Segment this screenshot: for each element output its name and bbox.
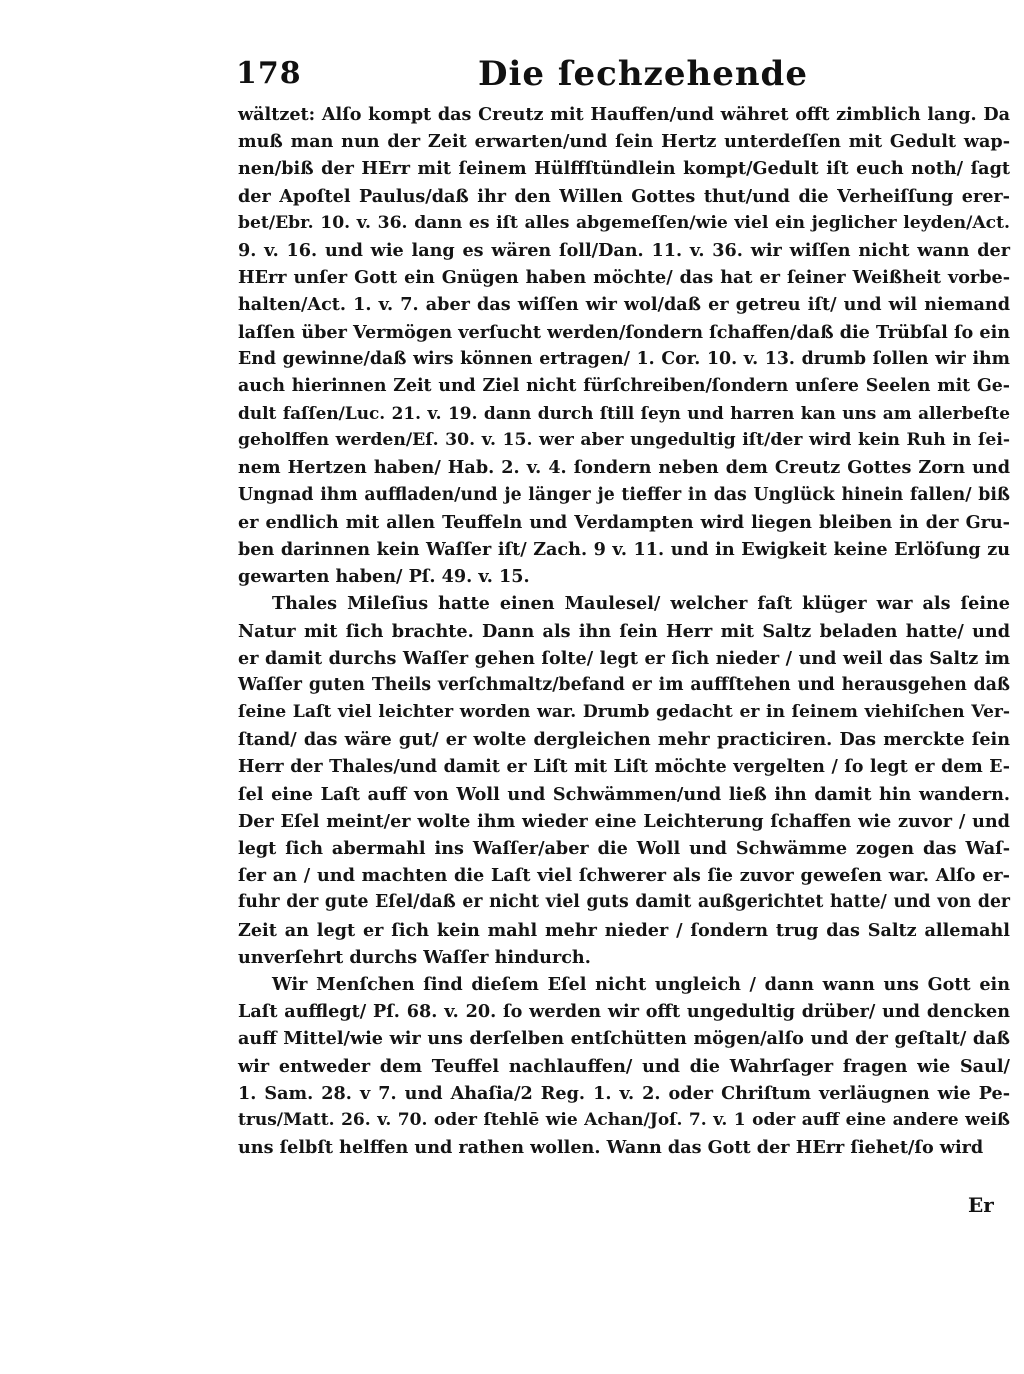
text-line: Laſt aufflegt/ Pſ. 68. v. 20. ſo werden wir offt ungedultig drüber/ und dencken [238,1001,1010,1023]
text-line: Waſſer guten Theils verſchmaltz/befand er im auffſtehen und herausgehen daß [238,674,1010,695]
text-line: ſel eine Laſt auff von Woll und Schwämmen/und ließ ihn damit hin wandern. [238,783,1010,805]
text-line: trus/Matt. 26. v. 70. oder ſtehlē wie Achan/Joſ. 7. v. 1 oder auff eine andere weiß [238,1109,1010,1130]
text-line: wir entweder dem Teuffel nachlauffen/ und die Wahrſager fragen wie Saul/ [238,1055,1010,1077]
running-head: Die ſechzehende [478,54,808,94]
text-line: Herr der Thales/und damit er Liſt mit Liſt möchte vergelten / ſo legt er dem E- [238,756,1010,777]
text-line: HErr unſer Gott ein Gnügen haben möchte/ das hat er ſeiner Weißheit vorbe- [238,267,1010,289]
text-line: ſer an / und machten die Laſt viel ſchwerer als ſie zuvor geweſen war. Alſo er- [238,865,1010,887]
text-line: Zeit an legt er ſich kein mahl mehr nieder / ſondern trug das Saltz allemahl [238,919,1010,941]
text-line: gewarten haben/ Pſ. 49. v. 15. [238,566,530,588]
text-line: halten/Act. 1. v. 7. aber das wiſſen wir wol/daß er getreu iſt/ und wil niemand [238,294,1010,316]
text-line: er endlich mit allen Teuffeln und Verdampten wird liegen bleiben in der Gru- [238,511,1010,533]
text-line: laſſen über Vermögen verſucht werden/ſondern ſchaffen/daß die Trübſal ſo ein [238,321,1011,343]
text-line: 1. Sam. 28. v 7. und Ahaſia/2 Reg. 1. v. 2. oder Chriſtum verläugnen wie Pe- [238,1082,1010,1104]
body-text [238,101,1010,1161]
text-line: er damit durchs Waſſer gehen ſolte/ legt er ſich nieder / und weil das Saltz im [238,647,1010,669]
text-line: Thales Mileſius hatte einen Maulesel/ welcher faſt klüger war als ſeine [272,593,1010,615]
text-line: 9. v. 16. und wie lang es wären ſoll/Dan. 11. v. 36. wir wiſſen nicht wann der [238,239,1010,261]
text-line: nem Hertzen haben/ Hab. 2. v. 4. ſondern neben dem Creutz Gottes Zorn und [238,457,1010,479]
text-line: bet/Ebr. 10. v. 36. dann es iſt alles abgemeſſen/wie viel ein jeglicher leyden/Act. [238,212,1010,233]
text-line: dult faſſen/Luc. 21. v. 19. dann durch ſtill ſeyn und harren kan uns am allerbeſte [238,403,1010,424]
text-line: muß man nun der Zeit erwarten/und ſein Hertz unterdeſſen mit Gedult wap- [238,131,1010,153]
text-line: ſtand/ das wäre gut/ er wolte dergleichen mehr practiciren. Das merckte ſein [238,729,1010,751]
text-line: unverſehrt durchs Waſſer hindurch. [238,946,591,968]
text-line: ſeine Laſt viel leichter worden war. Drumb gedacht er in ſeinem viehiſchen Ver- [238,702,1010,723]
text-line: der Apoſtel Paulus/daß ihr den Willen Gottes thut/und die Verheiſſung erer- [238,185,1010,207]
catchword: Er [968,1193,994,1217]
paragraph [238,971,1010,1161]
text-line: Der Eſel meint/er wolte ihm wieder eine Leichterung ſchaffen wie zuvor / und [238,810,1010,832]
text-line: fuhr der gute Eſel/daß er nicht viel guts damit außgerichtet hatte/ und von der [238,892,1010,913]
text-line: ben darinnen kein Waſſer iſt/ Zach. 9 v. 11. und in Ewigkeit keine Erlöſung zu [238,539,1010,560]
text-line: auch hierinnen Zeit und Ziel nicht fürſchreiben/ſondern unſere Seelen mit Ge- [238,375,1010,396]
paragraph [238,590,1010,971]
text-line: Wir Menſchen ſind dieſem Eſel nicht ungleich / dann wann uns Gott ein [272,974,1010,995]
text-line: End gewinne/daß wirs können ertragen/ 1. Cor. 10. v. 13. drumb ſollen wir ihm [238,348,1010,369]
text-line: Ungnad ihm auffladen/und je länger je tieffer in das Unglück hinein fallen/ biß [238,484,1010,505]
text-line: geholffen werden/Eſ. 30. v. 15. wer aber ungedultig iſt/der wird kein Ruh in ſei- [238,430,1010,451]
text-line: legt ſich abermahl ins Waſſer/aber die Woll und Schwämme zogen das Waſ- [238,838,1010,860]
page-number: 178 [236,56,302,91]
text-line: Natur mit ſich brachte. Dann als ihn ſein Herr mit Saltz beladen hatte/ und [238,620,1010,642]
paragraph [238,101,1010,590]
text-line: uns ſelbſt helffen und rathen wollen. Wann das Gott der HErr ſiehet/ſo wird [238,1137,984,1159]
text-line: auff Mittel/wie wir uns derſelben entſchütten mögen/alſo und der geſtalt/ daß [238,1028,1010,1050]
text-line: nen/biß der HErr mit ſeinem Hülffſtündlein kompt/Gedult iſt euch noth/ ſagt [238,158,1010,180]
text-line: wältzet: Alſo kompt das Creutz mit Hauffen/und währet offt zimblich lang. Da [238,104,1010,125]
